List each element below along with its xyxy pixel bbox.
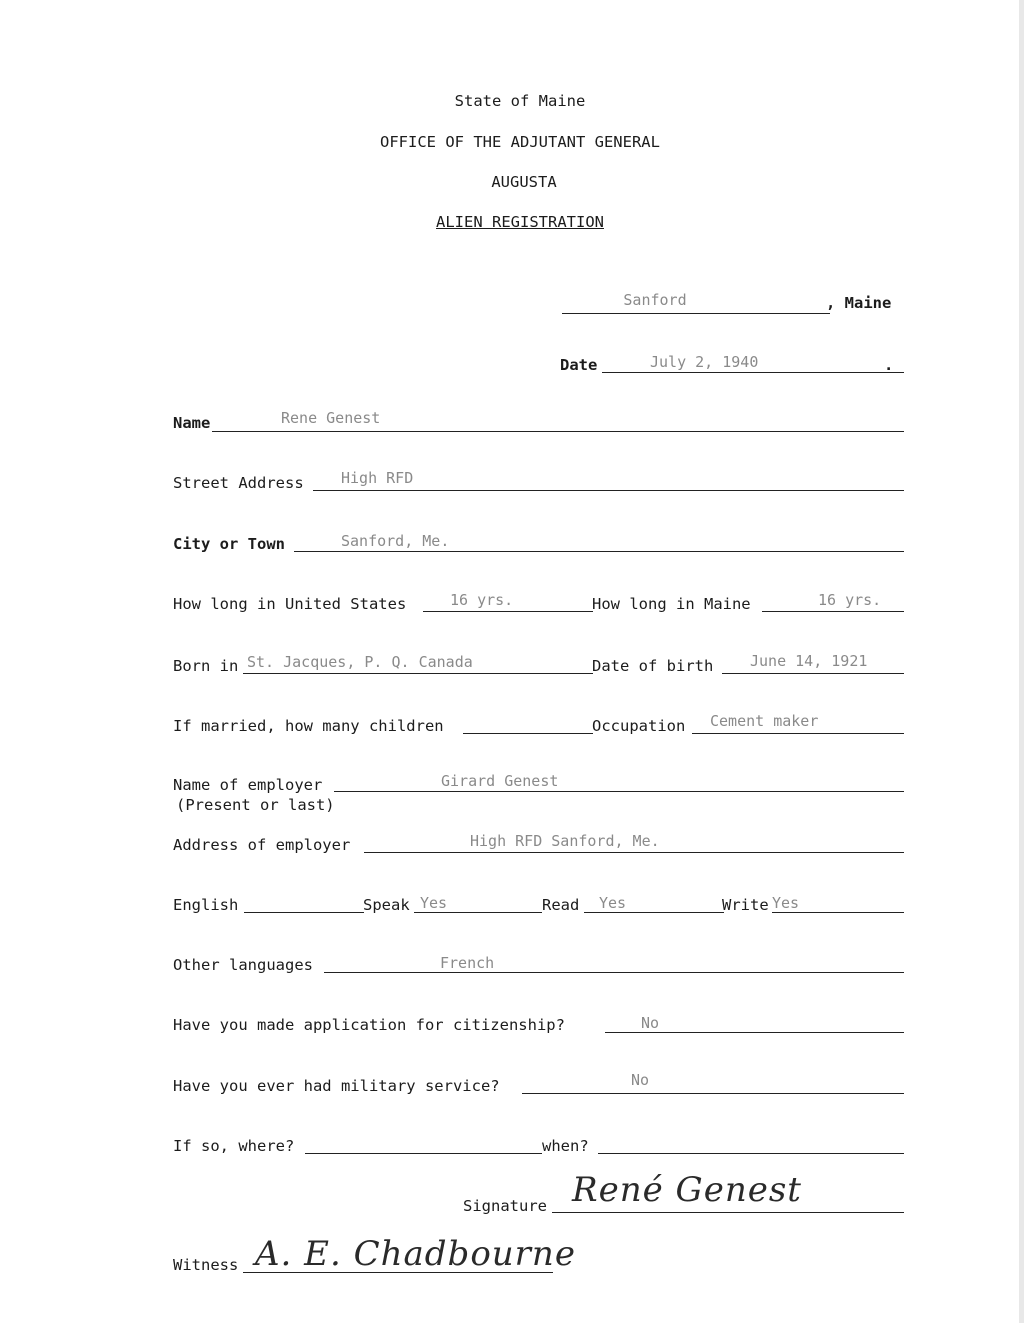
read-line — [584, 912, 724, 913]
employer-address-label: Address of employer — [173, 836, 351, 854]
citizenship-label: Have you made application for citizenship? — [173, 1016, 565, 1034]
date-of-birth-line — [722, 673, 904, 674]
occupation-label: Occupation — [592, 717, 686, 735]
english-label: English — [173, 896, 239, 914]
write-value: Yes — [772, 894, 800, 912]
name-label: Name — [173, 414, 211, 432]
city-label: City or Town — [173, 535, 285, 553]
children-label: If married, how many children — [173, 717, 444, 735]
town-value: Sanford — [623, 291, 687, 309]
signature-label: Signature — [463, 1197, 547, 1215]
name-line — [212, 431, 904, 432]
employer-value: Girard Genest — [441, 772, 559, 790]
when-line — [598, 1153, 904, 1154]
speak-value: Yes — [420, 894, 448, 912]
born-in-label: Born in — [173, 657, 239, 675]
street-line — [313, 490, 904, 491]
other-languages-label: Other languages — [173, 956, 313, 974]
signature-handwriting: René Genest — [572, 1170, 802, 1210]
english-line — [244, 912, 364, 913]
military-line — [522, 1093, 904, 1094]
city-value: Sanford, Me. — [341, 532, 450, 550]
scan-edge — [1019, 0, 1024, 1323]
where-line — [305, 1153, 542, 1154]
employer-line — [334, 791, 904, 792]
born-in-value: St. Jacques, P. Q. Canada — [247, 653, 473, 671]
write-label: Write — [722, 896, 769, 914]
witness-label: Witness — [173, 1256, 239, 1274]
header-city: AUGUSTA — [491, 173, 557, 191]
citizenship-line — [605, 1032, 904, 1033]
employer-label: Name of employer — [173, 776, 323, 794]
how-long-us-line — [423, 611, 593, 612]
signature-line — [552, 1212, 904, 1213]
date-label: Date — [560, 356, 598, 374]
occupation-value: Cement maker — [710, 712, 819, 730]
street-label: Street Address — [173, 474, 304, 492]
children-line — [463, 733, 593, 734]
citizenship-value: No — [641, 1014, 660, 1032]
town-line — [562, 313, 830, 314]
write-line — [772, 912, 904, 913]
other-languages-line — [324, 972, 904, 973]
street-value: High RFD — [341, 469, 414, 487]
how-long-maine-line — [762, 611, 904, 612]
header-office: OFFICE OF THE ADJUTANT GENERAL — [380, 133, 660, 151]
city-line — [294, 551, 904, 552]
how-long-us-value: 16 yrs. — [450, 591, 514, 609]
born-in-line — [243, 673, 593, 674]
military-label: Have you ever had military service? — [173, 1077, 500, 1095]
date-value: July 2, 1940 — [650, 353, 759, 371]
header-state: State of Maine — [454, 92, 586, 110]
date-of-birth-label: Date of birth — [592, 657, 714, 675]
read-label: Read — [542, 896, 580, 914]
when-label: when? — [542, 1137, 589, 1155]
date-of-birth-value: June 14, 1921 — [750, 652, 868, 670]
how-long-maine-label: How long in Maine — [592, 595, 751, 613]
witness-handwriting: A. E. Chadbourne — [255, 1234, 576, 1274]
form-title: ALIEN REGISTRATION — [436, 213, 604, 231]
speak-line — [414, 912, 542, 913]
date-line — [602, 372, 904, 373]
where-label: If so, where? — [173, 1137, 295, 1155]
date-end: . — [884, 356, 894, 374]
other-languages-value: French — [440, 954, 495, 972]
employer-address-value: High RFD Sanford, Me. — [470, 832, 660, 850]
name-value: Rene Genest — [281, 409, 381, 427]
employer-address-line — [364, 852, 904, 853]
read-value: Yes — [599, 894, 627, 912]
speak-label: Speak — [363, 896, 410, 914]
occupation-line — [692, 733, 904, 734]
state-label: , Maine — [826, 294, 892, 312]
employer-sublabel: (Present or last) — [176, 796, 335, 814]
how-long-us-label: How long in United States — [173, 595, 407, 613]
military-value: No — [631, 1071, 650, 1089]
how-long-maine-value: 16 yrs. — [818, 591, 882, 609]
